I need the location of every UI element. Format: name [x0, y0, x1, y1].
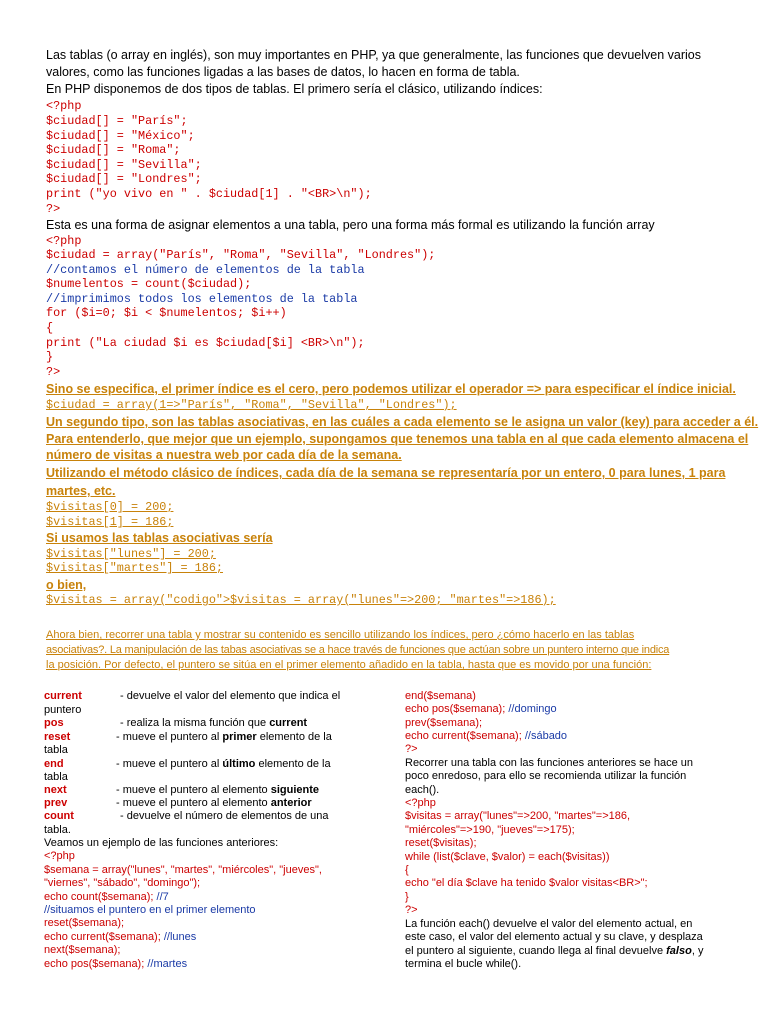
example-intro: Veamos un ejemplo de las funciones anteriores:	[44, 837, 279, 849]
right-code-line: reset($visitas);	[405, 837, 477, 849]
left-code-line: reset($semana);	[44, 917, 125, 929]
right-text: poco enredoso, para ello se recomienda utilizar la función	[405, 770, 687, 782]
code2-line: $ciudad = array("París", "Roma", "Sevilla", "Londres");	[46, 248, 436, 262]
left-code-line: next($semana);	[44, 944, 121, 956]
func-end-cont: tabla	[44, 771, 68, 783]
func-count: count - devuelve el número de elementos de una	[44, 810, 329, 822]
code1-line: <?php	[46, 99, 82, 113]
right-text: Recorrer una tabla con las funciones anteriores se hace un	[405, 757, 694, 769]
intro-line-2: valores, como las funciones ligadas a las bases de datos, lo hacen en forma de tabla.	[46, 65, 520, 79]
right-code-line: echo current($semana); //sábado	[405, 730, 568, 742]
orange-text: o bien,	[46, 578, 87, 592]
left-code-line: echo pos($semana); //martes	[44, 958, 188, 970]
right-code-line: <?php	[405, 797, 436, 809]
paragraph-2: Esta es una forma de asignar elementos a una tabla, pero una forma más formal es utilizando la función array	[46, 218, 655, 232]
right-text: este caso, el valor del elemento actual y su clave, y desplaza	[405, 931, 703, 943]
left-code-line: $semana = array("lunes", "martes", "miércoles", "jueves",	[44, 864, 322, 876]
orange-small-text: Ahora bien, recorrer una tabla y mostrar su contenido es sencillo utilizando los índices, pero ¿cómo hacerlo en las tablas	[46, 629, 635, 641]
right-code-line: echo pos($semana); //domingo	[405, 703, 557, 715]
right-code-line: end($semana)	[405, 690, 476, 702]
left-code-line: "viernes", "sábado", "domingo");	[44, 877, 201, 889]
right-code-line: "miércoles"=>190, "jueves"=>175);	[405, 824, 575, 836]
right-code-line: echo "el día $clave ha tenido $valor visitas<BR>";	[405, 877, 648, 889]
orange-text: Sino se especifica, el primer índice es el cero, pero podemos utilizar el operador => para especificar el índice inicial.	[46, 382, 736, 396]
code2-comment: //contamos el número de elementos de la tabla	[46, 263, 365, 277]
left-code-comment: //situamos el puntero en el primer elemento	[44, 904, 256, 916]
code2-line: }	[46, 350, 54, 364]
func-reset: reset - mueve el puntero al primer elemento de la	[44, 731, 332, 743]
code1-line: ?>	[46, 202, 61, 216]
left-code-line: <?php	[44, 850, 75, 862]
orange-code: $visitas["lunes"] = 200;	[46, 547, 216, 561]
orange-text: Utilizando el método clásico de índices, cada día de la semana se representaría por un entero, 0 para lunes, 1 para	[46, 466, 726, 480]
right-code-line: $visitas = array("lunes"=>200, "martes"=>186,	[405, 810, 631, 822]
func-end: end - mueve el puntero al último elemento de la	[44, 758, 331, 770]
intro-line-3: En PHP disponemos de dos tipos de tablas. El primero sería el clásico, utilizando índices:	[46, 82, 543, 96]
left-code-line: echo count($semana); //7	[44, 891, 169, 903]
orange-code: $visitas[0] = 200;	[46, 500, 174, 514]
orange-code: $visitas["martes"] = 186;	[46, 561, 223, 575]
left-code-line: echo current($semana); //lunes	[44, 931, 197, 943]
code1-line: $ciudad[] = "Roma";	[46, 143, 181, 157]
func-reset-cont: tabla	[44, 744, 68, 756]
orange-text: Un segundo tipo, son las tablas asociativas, en las cuáles a cada elemento se le asigna un valor (key) para acceder a él.	[46, 415, 759, 429]
right-code-line: prev($semana);	[405, 717, 483, 729]
code2-line: <?php	[46, 234, 82, 248]
orange-text: Para entenderlo, que mejor que un ejemplo, supongamos que tenemos una tabla en al que cada elemento almacena el	[46, 432, 749, 446]
right-code-line: ?>	[405, 743, 418, 755]
orange-text: martes, etc.	[46, 484, 116, 498]
func-count-cont: tabla.	[44, 824, 71, 836]
func-prev: prev - mueve el puntero al elemento anterior	[44, 797, 312, 809]
code2-comment: //imprimimos todos los elementos de la tabla	[46, 292, 358, 306]
code1-line: $ciudad[] = "México";	[46, 129, 195, 143]
func-current: current - devuelve el valor del elemento que indica el	[44, 690, 341, 702]
orange-text: número de visitas a nuestra web por cada día de la semana.	[46, 448, 402, 462]
code2-line: $numelentos = count($ciudad);	[46, 277, 252, 291]
func-current-cont: puntero	[44, 704, 82, 716]
right-code-line: ?>	[405, 904, 418, 916]
code1-line: $ciudad[] = "París";	[46, 114, 188, 128]
right-code-line: }	[405, 891, 409, 903]
code2-line: print ("La ciudad $i es $ciudad[$i] <BR>\n");	[46, 336, 365, 350]
intro-line-1: Las tablas (o array en inglés), son muy importantes en PHP, ya que generalmente, las funciones que devuelven varios	[46, 48, 702, 62]
func-pos: pos - realiza la misma función que current	[44, 717, 308, 729]
orange-code: $visitas[1] = 186;	[46, 515, 174, 529]
code1-line: $ciudad[] = "Sevilla";	[46, 158, 202, 172]
orange-text: Si usamos las tablas asociativas sería	[46, 531, 273, 545]
right-text: La función each() devuelve el valor del elemento actual, en	[405, 918, 693, 930]
right-text: each().	[405, 784, 440, 796]
orange-small-text: asociativas?. La manipulación de las tabas asociativas se a hace través de funciones que actúan sobre un puntero interno que indica	[46, 644, 670, 656]
code2-line: ?>	[46, 365, 61, 379]
orange-code: $visitas = array("codigo">$visitas = array("lunes"=>200; "martes"=>186);	[46, 593, 556, 607]
right-text: el puntero al siguiente, cuando llega al final devuelve falso, y	[405, 945, 704, 957]
orange-code: $ciudad = array(1=>"París", "Roma", "Sevilla", "Londres");	[46, 398, 457, 412]
right-text: termina el bucle while().	[405, 958, 522, 970]
func-next: next - mueve el puntero al elemento siguiente	[44, 784, 319, 796]
orange-small-text: la posición. Por defecto, el puntero se sitúa en el primer elemento añadido en la tabla, hasta que es movido por una función:	[46, 659, 652, 671]
code2-line: for ($i=0; $i < $numelentos; $i++)	[46, 306, 287, 320]
right-code-line: {	[405, 864, 409, 876]
code1-line: $ciudad[] = "Londres";	[46, 172, 202, 186]
code2-line: {	[46, 321, 54, 335]
code1-line: print ("yo vivo en " . $ciudad[1] . "<BR>\n");	[46, 187, 372, 201]
right-code-line: while (list($clave, $valor) = each($visitas))	[405, 851, 610, 863]
